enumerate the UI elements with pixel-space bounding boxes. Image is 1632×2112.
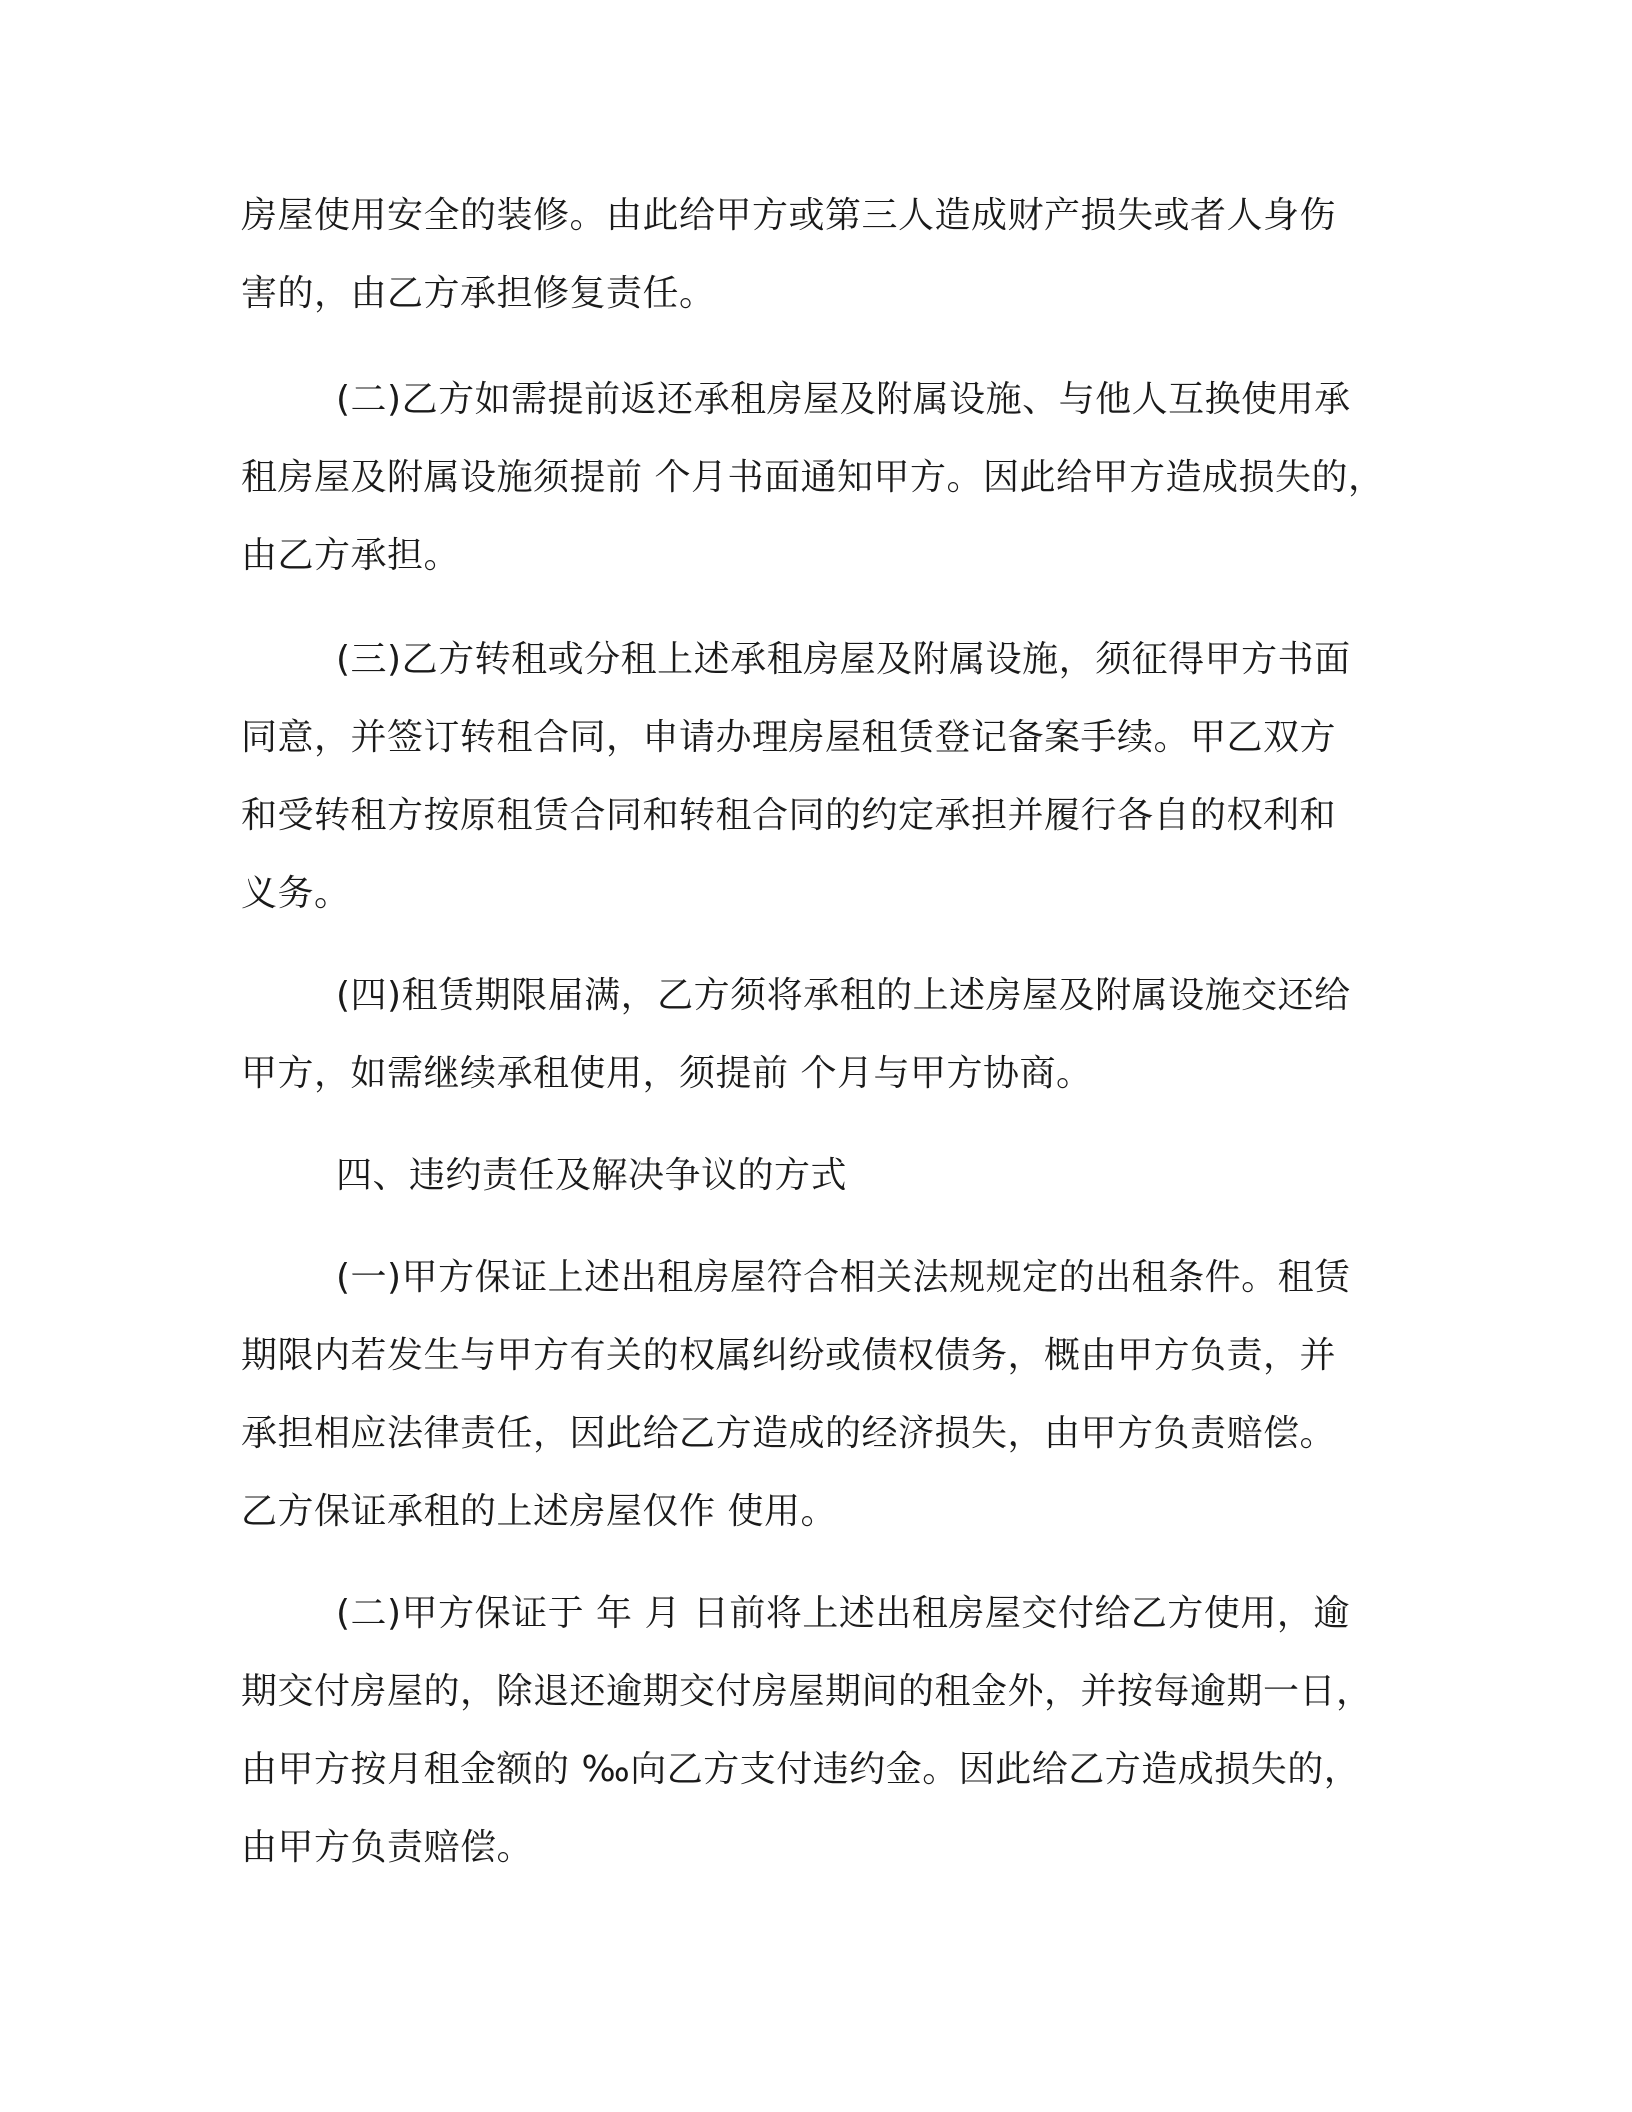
text-line: 由甲方按月租金额的 ‰向乙方支付违约金。因此给乙方造成损失的， (241, 1749, 1361, 1790)
text-line: 和受转租方按原租赁合同和转租合同的约定承担并履行各自的权利和 (241, 795, 1337, 836)
text-line: 害的，由乙方承担修复责任。 (241, 273, 716, 314)
text-line: 承担相应法律责任，因此给乙方造成的经济损失，由甲方负责赔偿。 (241, 1413, 1337, 1454)
text-line: 房屋使用安全的装修。由此给甲方或第三人造成财产损失或者人身伤 (241, 195, 1337, 236)
text-line: (三)乙方转租或分租上述承租房屋及附属设施，须征得甲方书面 (336, 639, 1351, 680)
text-line: 乙方保证承租的上述房屋仅作 使用。 (241, 1491, 837, 1532)
section-heading: 四、违约责任及解决争议的方式 (336, 1155, 848, 1196)
text-line: (二)甲方保证于 年 月 日前将上述出租房屋交付给乙方使用，逾 (336, 1593, 1350, 1634)
text-line: 义务。 (241, 873, 351, 914)
text-line: (四)租赁期限届满，乙方须将承租的上述房屋及附属设施交还给 (336, 975, 1351, 1016)
text-line: 期交付房屋的，除退还逾期交付房屋期间的租金外，并按每逾期一日， (241, 1671, 1373, 1712)
text-line: (一)甲方保证上述出租房屋符合相关法规规定的出租条件。租赁 (336, 1257, 1351, 1298)
text-line: 由甲方负责赔偿。 (241, 1827, 534, 1868)
text-line: 租房屋及附属设施须提前 个月书面通知甲方。因此给甲方造成损失的， (241, 457, 1385, 498)
text-line: 由乙方承担。 (241, 535, 461, 576)
text-line: (二)乙方如需提前返还承租房屋及附属设施、与他人互换使用承 (336, 379, 1351, 420)
text-line: 同意，并签订转租合同，申请办理房屋租赁登记备案手续。甲乙双方 (241, 717, 1337, 758)
text-line: 甲方，如需继续承租使用，须提前 个月与甲方协商。 (241, 1053, 1093, 1094)
text-line: 期限内若发生与甲方有关的权属纠纷或债权债务，概由甲方负责，并 (241, 1335, 1337, 1376)
